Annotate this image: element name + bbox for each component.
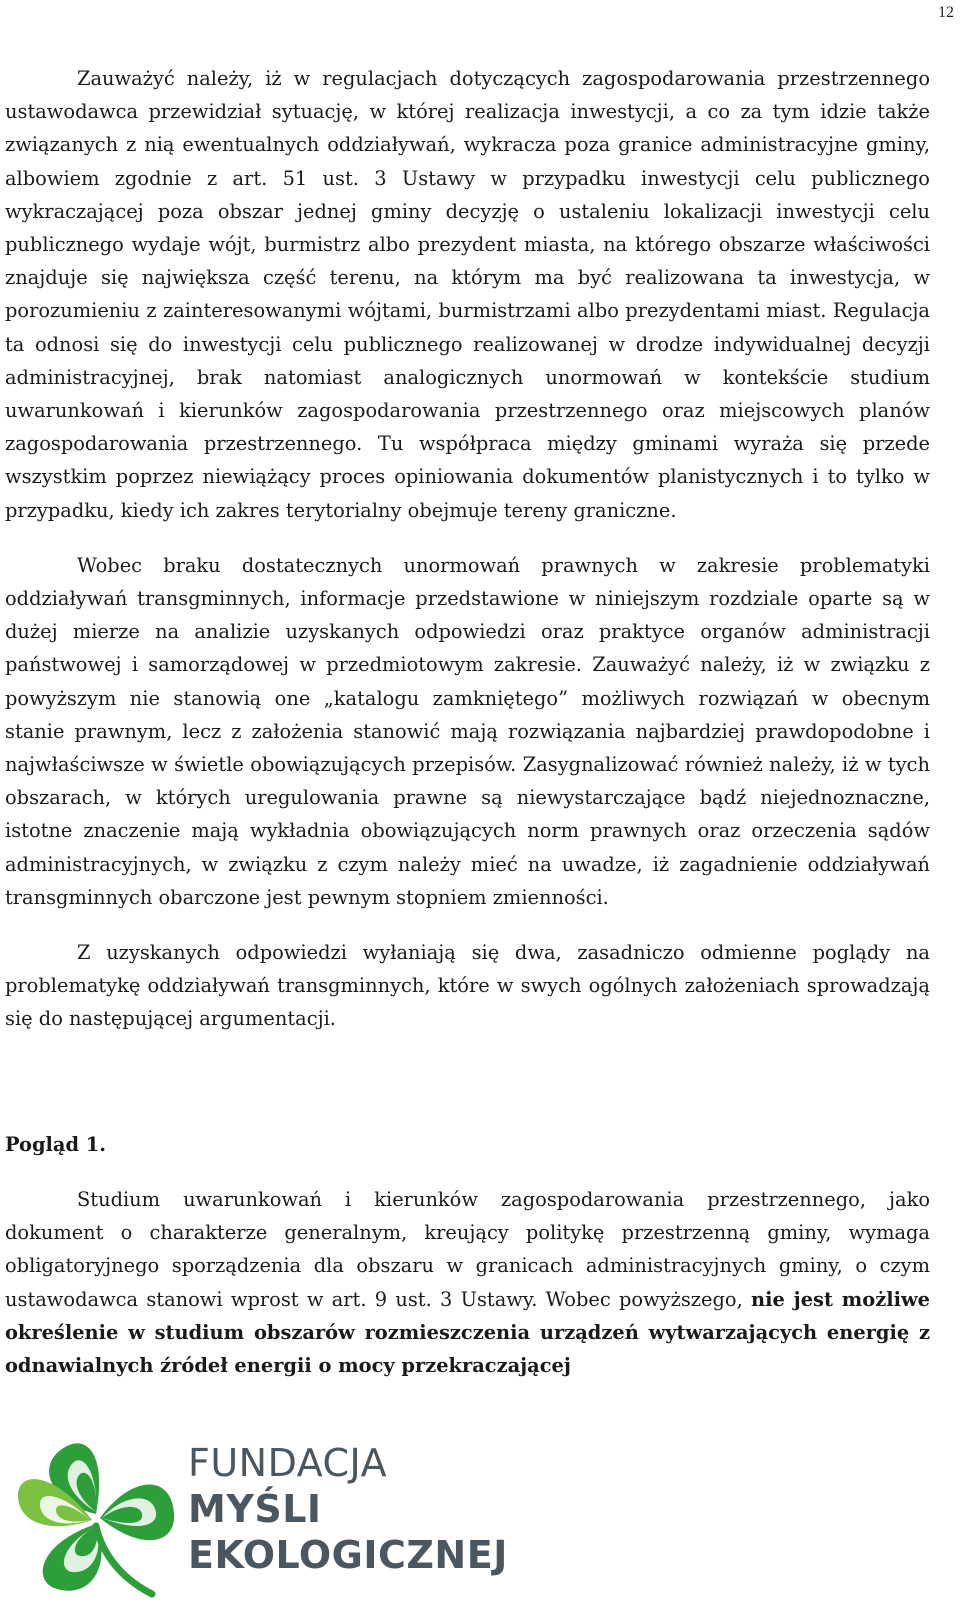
paragraph-2: Wobec braku dostatecznych unormowań prawnych w zakresie problematyki oddziaływań transgminnych, informacje przedstawione w niniejszym rozdziale oparte są w dużej mierze na analizie uzyskanych odpowiedzi oraz praktyce organów administracji państwowej i samorządowej w przedmiotowym zakresie. Zauważyć należy, iż w związku z powyższym nie stanowią one „katalogu zamkniętego” możliwych rozwiązań w obecnym stanie prawnym, lecz z założenia stanowić mają rozwiązania najbardziej prawdopodobne i najwłaściwsze w świetle obowiązujących przepisów. Zasygnalizować również należy, iż w tych obszarach, w których uregulowania prawne są niewystarczające bądź niejednoznaczne, istotne znaczenie mają wykładnia obowiązujących norm prawnych oraz orzeczenia sądów administracyjnych, w związku z czym należy mieć na uwadze, iż zagadnienie oddziaływań transgminnych obarczone jest pewnym stopniem zmienności. — [5, 553, 930, 909]
logo-line-1: FUNDACJA — [188, 1441, 388, 1485]
paragraph-3: Z uzyskanych odpowiedzi wyłaniają się dwa, zasadniczo odmienne poglądy na problematykę oddziaływań transgminnych, które w swych ogólnych założeniach sprowadzają się do następującej argumentacji. — [5, 941, 930, 1031]
foundation-logo — [12, 1434, 508, 1604]
paragraph-4-text: Studium uwarunkowań i kierunków zagospodarowania przestrzennego, jako dokument o charakterze generalnym, kreujący politykę przestrzenną gminy, wymaga obligatoryjnego sporządzenia dla obszaru w granicach administracyjnych gminy, o czym ustawodawca stanowi wprost w art. 9 ust. 3 Ustawy. Wobec powyższego, — [5, 1187, 930, 1311]
page-number: 12 — [938, 4, 954, 21]
paragraph-1: Zauważyć należy, iż w regulacjach dotyczących zagospodarowania przestrzennego ustawodawca przewidział sytuację, w której realizacja inwestycji, a co za tym idzie także związanych z nią ewentualnych oddziaływań, wykracza poza granice administracyjne gminy, albowiem zgodnie z art. 51 ust. 3 Ustawy w przypadku inwestycji celu publicznego wykraczającej poza obszar jednej gminy decyzję o ustaleniu lokalizacji inwestycji celu publicznego wydaje wójt, burmistrz albo prezydent miasta, na którego obszarze właściwości znajduje się największa część terenu, na którym ma być realizowana ta inwestycja, w porozumieniu z zainteresowanymi wójtami, burmistrzami albo prezydentami miast. Regulacja ta odnosi się do inwestycji celu publicznego realizowanej w drodze indywidualnej decyzji administracyjnej, brak natomiast analogicznych unormowań w kontekście studium uwarunkowań i kierunków zagospodarowania przestrzennego oraz miejscowych planów zagospodarowania przestrzennego. Tu współpraca między gminami wyraża się przede wszystkim poprzez niewiążący proces opiniowania dokumentów planistycznych i to tylko w przypadku, kiedy ich zakres terytorialny obejmuje tereny graniczne. — [5, 67, 930, 522]
paragraph-4-bold-text: nie jest możliwe określenie w studium obszarów rozmieszczenia urządzeń wytwarzających energię z odnawialnych źródeł energii o mocy przekraczającej — [5, 1287, 930, 1377]
document-body — [5, 62, 930, 1404]
paragraph-4 — [5, 1183, 930, 1382]
section-spacer — [5, 1058, 930, 1128]
logo-wordmark — [188, 1440, 508, 1578]
clover-logo-icon — [12, 1434, 182, 1604]
section-heading: Pogląd 1. — [5, 1132, 107, 1156]
logo-line-3: EKOLOGICZNEJ — [188, 1533, 508, 1577]
logo-line-2: MYŚLI — [188, 1487, 322, 1531]
